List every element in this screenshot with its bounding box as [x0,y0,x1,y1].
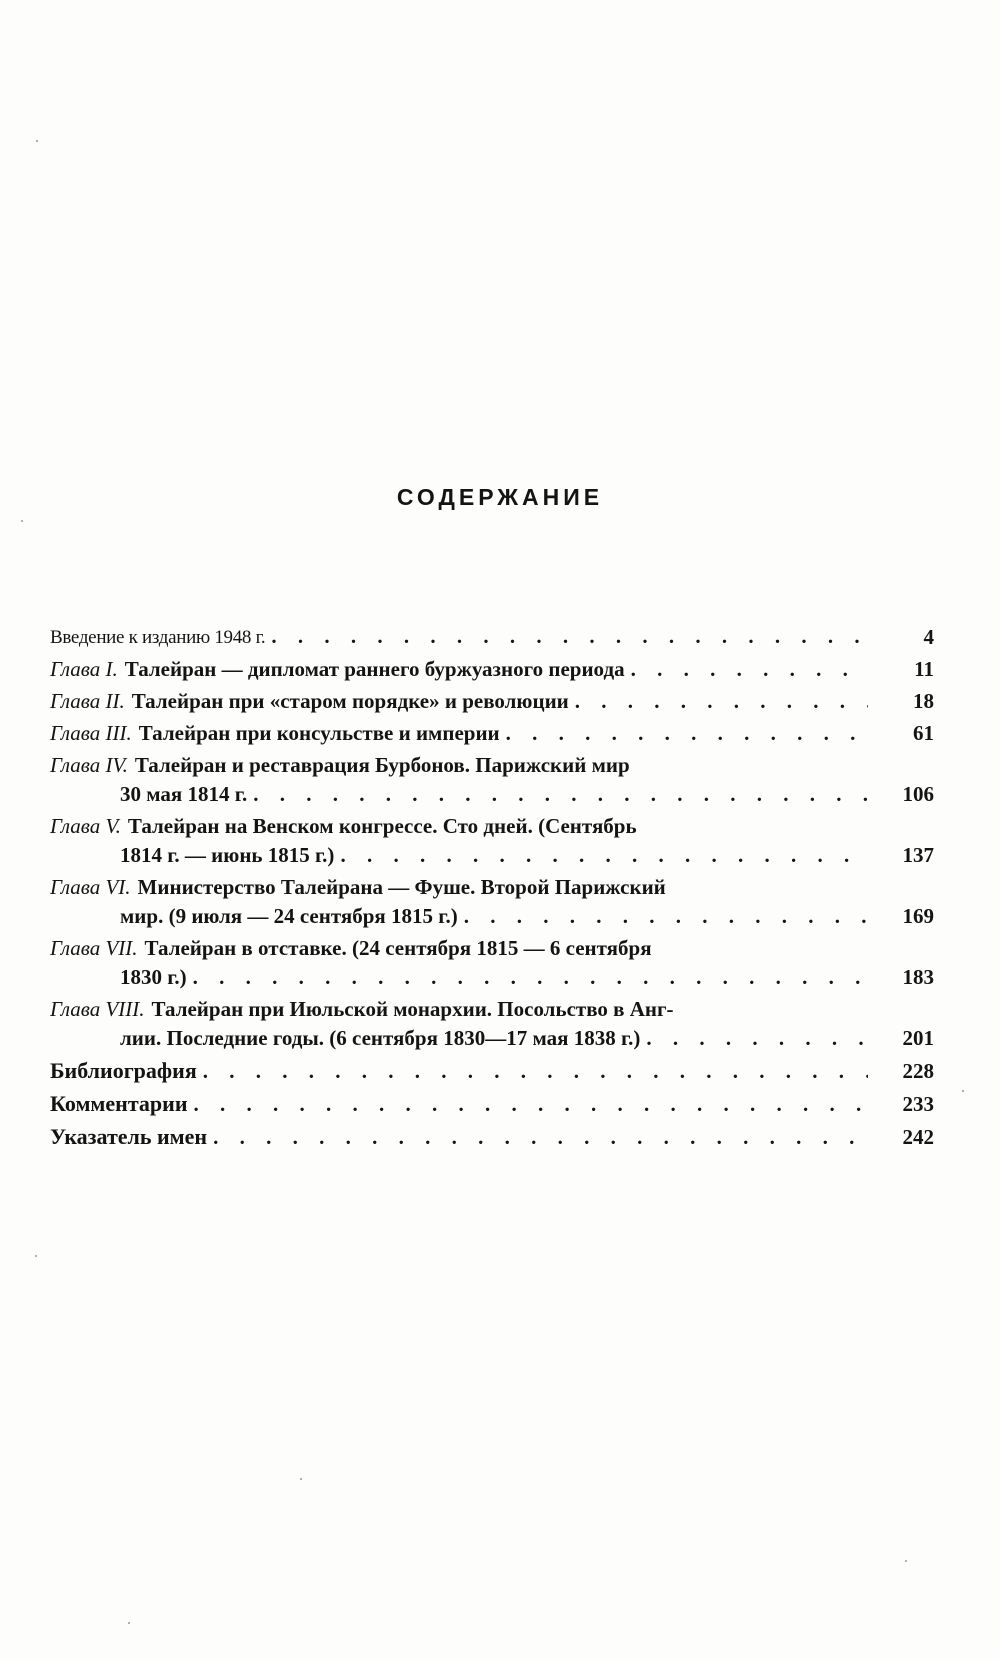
entry-title-continued: 1830 г.) [120,965,187,989]
entry-title: Талейран и реставрация Бурбонов. Парижский мир [134,753,630,777]
toc-entry-chapter-1[interactable] [50,655,934,684]
entry-title: Введение к изданию 1948 г. [50,627,266,648]
entry-title: Талейран на Венском конгрессе. Сто дней. (Сентябрь [127,814,637,838]
toc-entry-chapter-3[interactable] [50,719,934,748]
page-title: СОДЕРЖАНИЕ [396,484,604,510]
page-number: 61 [913,721,934,745]
page-number: 11 [914,657,934,681]
entry-title: Талейран — дипломат раннего буржуазного периода [124,657,625,681]
entry-title: Министерство Талейрана — Фуше. Второй Парижский [137,875,666,899]
entry-title: Талейран при «старом порядке» и революции [131,689,569,713]
dot-leader [213,1123,868,1152]
dot-leader [575,687,868,716]
dot-leader [194,1090,868,1119]
toc-entry-chapter-4[interactable] [50,751,934,809]
entry-title-continued: лии. Последние годы. (6 сентября 1830—17 мая 1838 г.) [120,1026,641,1050]
chapter-label: Глава I. [50,657,118,681]
toc-entry-introduction[interactable] [50,622,934,652]
toc-entry-chapter-2[interactable] [50,687,934,716]
paper-speck [21,520,23,522]
chapter-label: Глава II. [50,689,125,713]
paper-speck [128,1622,130,1624]
dot-leader [203,1057,868,1086]
toc-entry-chapter-5[interactable] [50,812,934,870]
page-number: 169 [902,904,934,928]
page-number: 137 [902,843,934,867]
entry-title: Комментарии [50,1091,188,1116]
toc-entry-commentaries[interactable] [50,1089,934,1119]
dot-leader [506,719,868,748]
toc-entry-chapter-8[interactable] [50,995,934,1053]
chapter-label: Глава III. [50,721,132,745]
entry-title-continued: мир. (9 июля — 24 сентября 1815 г.) [120,904,458,928]
paper-speck [36,140,38,142]
chapter-label: Глава IV. [50,753,128,777]
page-number: 106 [902,782,934,806]
paper-speck [35,1255,37,1257]
paper-speck [962,1090,964,1092]
toc-entry-index-of-names[interactable] [50,1122,934,1152]
page-number: 228 [902,1059,934,1083]
table-of-contents [50,622,934,1155]
page-number: 201 [902,1026,934,1050]
page-number: 4 [923,625,934,649]
dot-leader [646,1024,868,1053]
chapter-label: Глава VI. [50,875,131,899]
toc-entry-chapter-6[interactable] [50,873,934,931]
paper-speck [905,1560,907,1562]
entry-title: Указатель имен [50,1124,208,1149]
page-number: 18 [913,689,934,713]
page-number: 183 [902,965,934,989]
dot-leader [631,655,868,684]
dot-leader [193,963,868,992]
dot-leader [340,841,868,870]
paper-speck [300,1478,302,1480]
entry-title: Талейран в отставке. (24 сентября 1815 — 6 сентября [144,936,652,960]
dot-leader [271,622,868,651]
dot-leader [253,780,868,809]
page-number: 233 [902,1092,934,1116]
dot-leader [464,902,868,931]
entry-title: Талейран при консульстве и империи [138,721,500,745]
page-number: 242 [902,1125,934,1149]
entry-title: Библиография [50,1058,197,1083]
toc-entry-chapter-7[interactable] [50,934,934,992]
chapter-label: Глава VII. [50,936,138,960]
toc-entry-bibliography[interactable] [50,1056,934,1086]
chapter-label: Глава VIII. [50,997,145,1021]
entry-title-continued: 30 мая 1814 г. [120,782,248,806]
entry-title: Талейран при Июльской монархии. Посольство в Анг- [151,997,674,1021]
chapter-label: Глава V. [50,814,121,838]
entry-title-continued: 1814 г. — июнь 1815 г.) [120,843,335,867]
